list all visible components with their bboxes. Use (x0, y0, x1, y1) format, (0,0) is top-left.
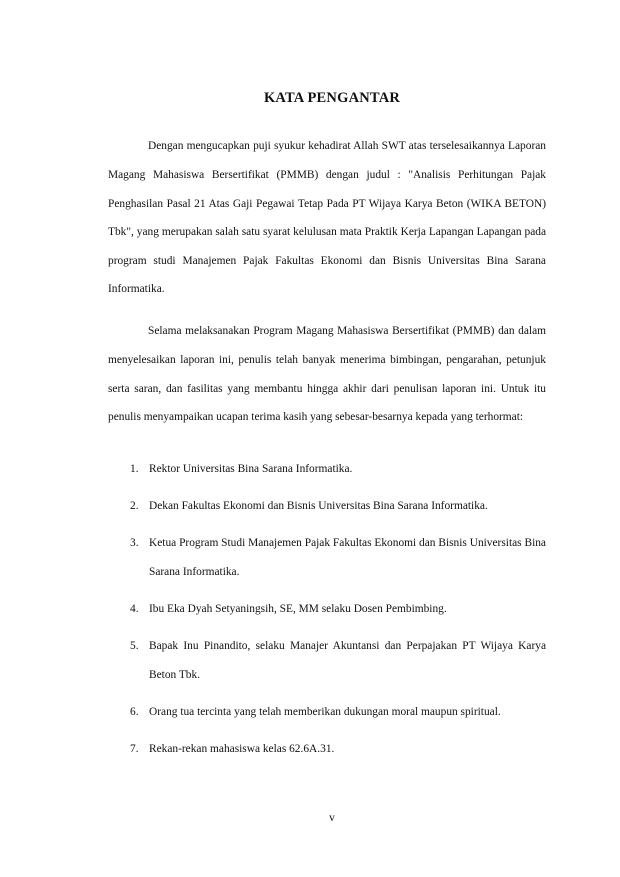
list-item-text: Ibu Eka Dyah Setyaningsih, SE, MM selaku Dosen Pembimbing. (149, 602, 447, 615)
list-item (108, 735, 546, 764)
list-item (108, 632, 546, 689)
list-item-number: 3. (130, 537, 139, 550)
list-item-text: Bapak Inu Pinandito, selaku Manajer Akuntansi dan Perpajakan PT Wijaya Karya Beton Tbk. (149, 639, 546, 681)
paragraph-intro: Dengan mengucapkan puji syukur kehadirat Allah SWT atas terselesaikannya Laporan Magang Mahasiswa Bersertifikat (PMMB) dengan judul : "Analisis Perhitungan Pajak Penghasilan Pasal 21 Atas Gaji Pegawai Tetap Pada PT Wijaya Karya Beton (WIKA BETON) Tbk", yang merupakan salah satu syarat kelulusan mata Praktik Kerja Lapangan Lapangan pada program studi Manajemen Pajak Fakultas Ekonomi dan Bisnis Universitas Bina Sarana Informatika. (108, 140, 546, 296)
list-item-number: 4. (130, 602, 139, 615)
list-item-text: Orang tua tercinta yang telah memberikan dukungan moral maupun spiritual. (149, 705, 501, 718)
acknowledgement-list (108, 455, 546, 772)
list-item-text: Dekan Fakultas Ekonomi dan Bisnis Universitas Bina Sarana Informatika. (149, 500, 488, 513)
page-title: KATA PENGANTAR (263, 90, 401, 106)
list-item (108, 529, 546, 586)
list-item-number: 6. (130, 705, 139, 718)
paragraph-acknowledgement: Selama melaksanakan Program Magang Mahasiswa Bersertifikat (PMMB) dan dalam menyelesaikan laporan ini, penulis telah banyak menerima bimbingan, pengarahan, petunjuk serta saran, dan fasilitas yang membantu hingga akhir dari penulisan laporan ini. Untuk itu penulis menyampaikan ucapan terima kasih yang sebesar-besarnya kepada yang terhormat: (108, 325, 546, 424)
list-item (108, 698, 546, 727)
page-number: v (329, 812, 335, 824)
list-item-text: Rektor Universitas Bina Sarana Informatika. (149, 463, 353, 475)
list-item (108, 595, 546, 624)
list-item-text: Ketua Program Studi Manajemen Pajak Fakultas Ekonomi dan Bisnis Universitas Bina Sarana Informatika. (149, 537, 546, 578)
list-item-number: 1. (130, 463, 139, 475)
list-item-number: 7. (130, 742, 139, 755)
list-item (108, 492, 546, 521)
list-item-number: 5. (130, 639, 139, 652)
list-item-number: 2. (130, 500, 139, 513)
list-item-text: Rekan-rekan mahasiswa kelas 62.6A.31. (149, 742, 335, 755)
list-item (108, 455, 546, 484)
